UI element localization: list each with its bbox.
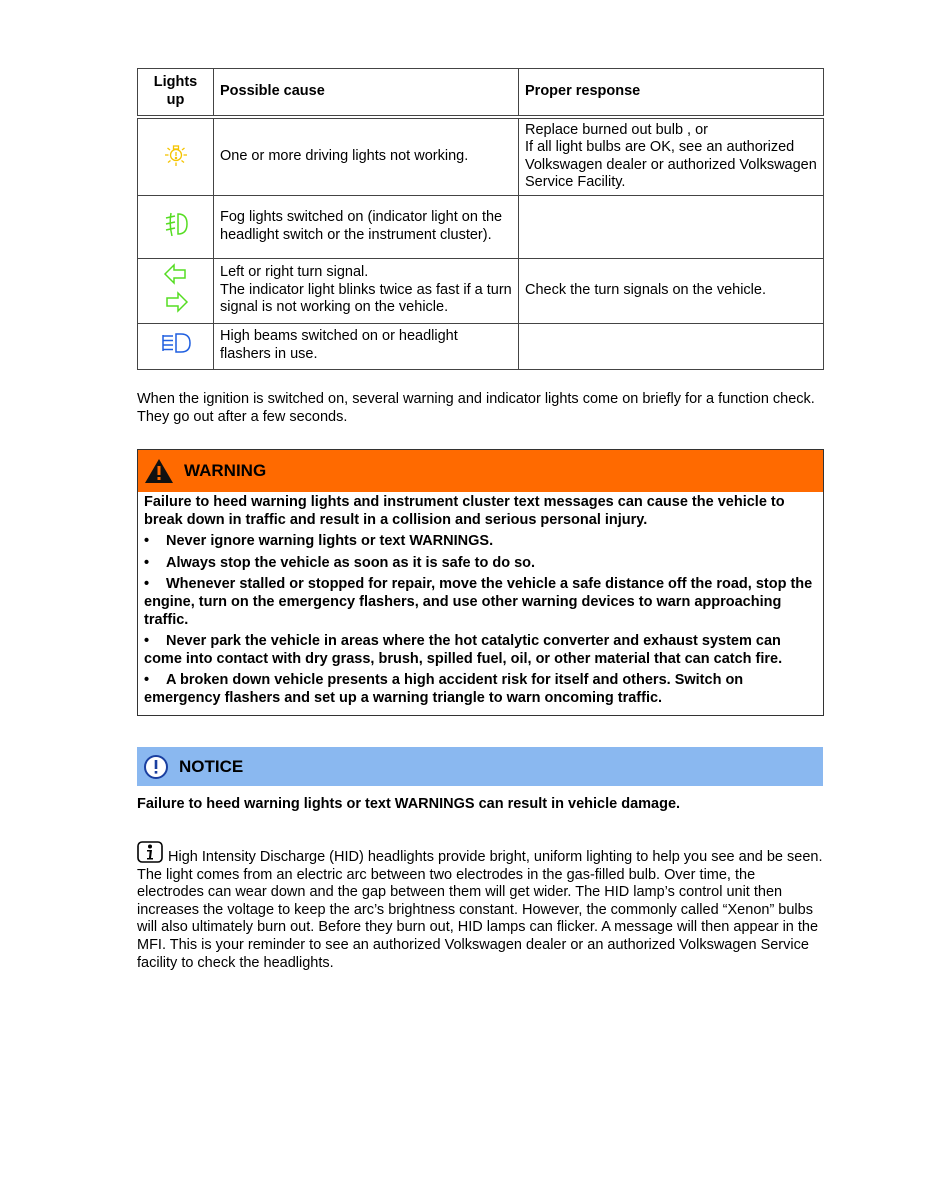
header-lights-up: Lights up <box>138 69 214 118</box>
warning-bullet: • A broken down vehicle presents a high accident risk for itself and others. Switch on emergency flashers and set up a warning triangle to warn oncoming traffic. <box>144 672 744 706</box>
header-cause: Possible cause <box>214 69 519 118</box>
warning-bullet: • Always stop the vehicle as soon as it is safe to do so. <box>144 554 536 571</box>
high-beam-icon <box>160 332 192 354</box>
info-paragraph: High Intensity Discharge (HID) headlights provide bright, uniform lighting to help you see and be seen. The light comes from an electric arc between two electrodes in the gas-filled bulb. Over time, the electrodes can wear down and the gap between them will get wider. The HID lamp’s control unit then increases the voltage to keep the arc’s brightness constant. However, the commonly called “Xenon” bulbs will also ultimately burn out. Before they burn out, HID lamps can flicker. A message will then appear in the MFI. This is your reminder to see an authorized Volkswagen dealer or an authorized Volkswagen Service facility to check the headlights. <box>137 841 825 972</box>
warning-bullet: • Whenever stalled or stopped for repair, move the vehicle a safe distance off the road, stop the engine, turn on the emergency flashers, and use other warning devices to warn approaching traffic. <box>144 576 813 628</box>
warning-bullet: • Never ignore warning lights or text WARNINGS. <box>144 533 494 550</box>
table-row <box>138 258 824 323</box>
notice-header <box>137 747 823 786</box>
table-row <box>138 323 824 369</box>
response-cell <box>519 323 824 369</box>
notice-text: Failure to heed warning lights or text WARNINGS can result in vehicle damage. <box>137 796 681 812</box>
driving-light-bulb-icon <box>163 141 189 167</box>
turn-signal-arrows-icon <box>163 262 189 314</box>
warning-lead: Failure to heed warning lights and instrument cluster text messages can cause the vehicle to break down in traffic and result in a collision and serious personal injury. <box>144 494 785 528</box>
indicator-table <box>137 68 824 370</box>
warning-bullet: • Never park the vehicle in areas where the hot catalytic converter and exhaust system can come into contact with dry grass, brush, spilled fuel, oil, or other material that can catch fire. <box>144 633 783 667</box>
header-response: Proper response <box>519 69 824 118</box>
table-row <box>138 195 824 258</box>
cause-cell: Fog lights switched on (indicator light on the headlight switch or the instrument cluster). <box>214 195 519 258</box>
response-cell <box>519 195 824 258</box>
warning-triangle-icon <box>144 458 174 484</box>
cause-cell: High beams switched on or headlight flashers in use. <box>214 323 519 369</box>
info-icon <box>137 841 163 863</box>
notice-title: NOTICE <box>179 756 244 776</box>
warning-header <box>138 450 823 492</box>
response-cell: Check the turn signals on the vehicle. <box>519 258 824 323</box>
warning-box <box>137 449 824 716</box>
notice-exclamation-icon <box>143 754 169 780</box>
fog-light-icon <box>163 210 189 238</box>
cause-cell: Left or right turn signal. The indicator light blinks twice as fast if a turn signal is not working on the vehicle. <box>214 258 519 323</box>
cause-cell: One or more driving lights not working. <box>214 117 519 195</box>
response-cell: Replace burned out bulb , or If all light bulbs are OK, see an authorized Volkswagen dealer or authorized Volkswagen Service Facility. <box>519 117 824 195</box>
intro-paragraph: When the ignition is switched on, several warning and indicator lights come on briefly for a function check. They go out after a few seconds. <box>137 391 815 425</box>
table-row <box>138 117 824 195</box>
warning-title: WARNING <box>184 461 267 480</box>
